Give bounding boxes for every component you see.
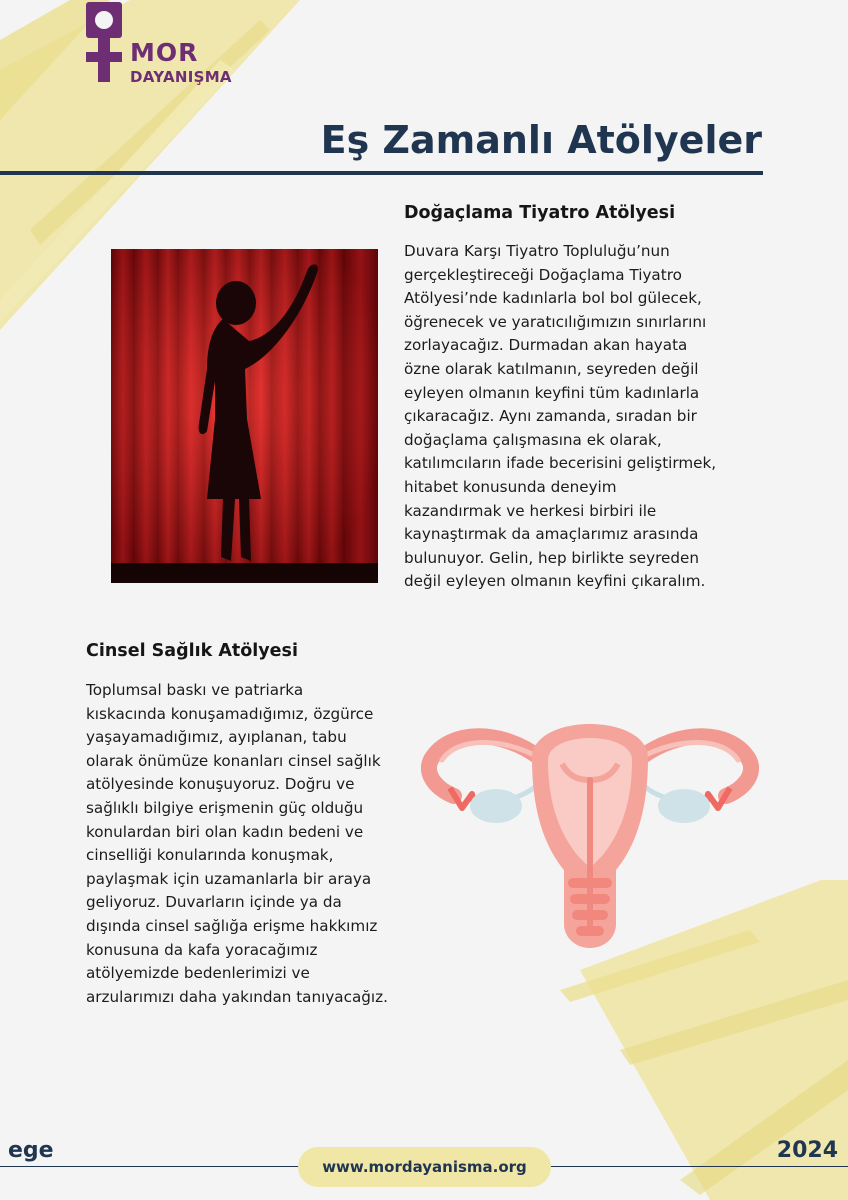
theatre-workshop-title: Doğaçlama Tiyatro Atölyesi — [404, 203, 676, 223]
sexual-health-workshop-text: Toplumsal baskı ve patriarka kıskacında konuşamadığımız, özgürce yaşayamadığımız, ayıplanan, tabu olarak önümüze konanları cinsel sağlık atölyesinde konuşuyoruz. Doğru ve sağlıklı bilgiye erişmenin güç olduğu konulardan biri olan kadın bedeni ve cinselliği konularında konuşmak, paylaşmak için uzamanlarla bir araya geliyoruz. Duvarların içinde ya da dışında cinsel sağlığa erişme hakkımız konusuna da kafa yoracağımız atölyemizde bedenlerimizi ve arzularımızı daha yakından tanıyacağız. — [86, 681, 388, 1006]
title-divider — [0, 171, 763, 175]
female-symbol-icon — [86, 2, 126, 86]
sexual-health-workshop-title: Cinsel Sağlık Atölyesi — [86, 641, 298, 661]
footer-year: 2024 — [776, 1138, 838, 1163]
logo — [86, 2, 256, 86]
theatre-curtain-photo — [111, 249, 378, 583]
website-url: www.mordayanisma.org — [322, 1158, 527, 1176]
website-link[interactable] — [298, 1147, 551, 1187]
page-title: Eş Zamanlı Atölyeler — [320, 118, 762, 162]
logo-text-mor: MOR — [130, 38, 199, 67]
theatre-workshop-text: Duvara Karşı Tiyatro Topluluğu’nun gerçekleştireceği Doğaçlama Tiyatro Atölyesi’nde kadınlarla bol bol gülecek, öğrenecek ve yaratıcılığımızın sınırlarını zorlayacağız. Durmadan akan hayata özne olarak katılmanın, seyreden değil eyleyen olmanın keyfini tüm kadınlarla çıkaracağız. Aynı zamanda, sıradan bir doğaçlama çalışmasına ek olarak, katılımcıların ifade becerisini geliştirmek, hitabet konusunda deneyim kazandırmak ve herkesi birbiri ile kaynaştırmak da amaçlarımız arasında bulunuyor. Gelin, hep birlikte seyreden değil eyleyen olmanın keyfini çıkaralım. — [404, 242, 717, 591]
footer-region: ege — [8, 1138, 54, 1163]
logo-text-dayanisma: DAYANIŞMA — [130, 68, 232, 86]
uterus-illustration — [420, 718, 760, 966]
